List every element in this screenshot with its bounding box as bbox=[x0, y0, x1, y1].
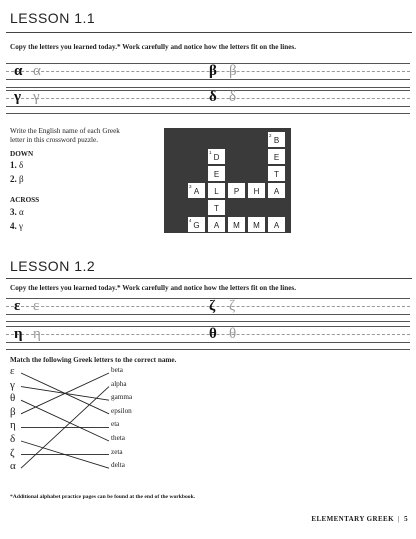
letter-model: β bbox=[209, 63, 217, 79]
cell-number: 4 bbox=[189, 218, 192, 223]
match-letter[interactable]: θ bbox=[10, 392, 16, 405]
cell-letter: A bbox=[273, 187, 280, 196]
letter-trace: ζ bbox=[229, 298, 236, 314]
match-letter[interactable]: ζ bbox=[10, 446, 15, 459]
book-title: ELEMENTARY GREEK bbox=[311, 515, 394, 523]
cell-letter: G bbox=[193, 221, 200, 230]
down-label: DOWN bbox=[10, 150, 34, 158]
crossword-cell[interactable] bbox=[187, 216, 206, 233]
crossword-cell[interactable] bbox=[227, 216, 246, 233]
cell-letter: H bbox=[253, 187, 260, 196]
crossword-cell[interactable] bbox=[207, 148, 226, 165]
match-name[interactable]: theta bbox=[111, 434, 125, 442]
cell-letter: E bbox=[213, 170, 220, 179]
footer-note: *Additional alphabet practice pages can be found at the end of the workbook. bbox=[10, 494, 196, 500]
match-name[interactable]: alpha bbox=[111, 379, 127, 388]
clue-across-4: 4. γ bbox=[10, 221, 23, 231]
cell-letter: M bbox=[253, 221, 260, 230]
cell-number: 3 bbox=[189, 184, 192, 189]
match-letter[interactable]: δ bbox=[10, 433, 16, 445]
crossword-cell[interactable] bbox=[207, 199, 226, 216]
cell-letter: P bbox=[233, 187, 240, 196]
crossword-cell[interactable] bbox=[207, 216, 226, 233]
cell-letter: D bbox=[213, 153, 220, 162]
letter-model: γ bbox=[14, 89, 22, 105]
match-line bbox=[21, 441, 109, 468]
match-line bbox=[21, 400, 109, 441]
match-line bbox=[21, 387, 109, 401]
cell-letter: A bbox=[273, 221, 280, 230]
match-line bbox=[21, 387, 109, 469]
cell-letter: T bbox=[274, 170, 279, 179]
letter-trace: θ bbox=[229, 326, 237, 342]
letter-model: η bbox=[14, 326, 23, 342]
match-name[interactable]: zeta bbox=[111, 447, 123, 456]
letter-trace: α bbox=[33, 63, 41, 79]
match-name[interactable]: eta bbox=[111, 420, 120, 429]
crossword-cell[interactable] bbox=[247, 216, 266, 233]
match-letter[interactable]: η bbox=[10, 419, 16, 432]
clue-across-3: 3. α bbox=[10, 207, 24, 217]
cell-number: 2 bbox=[269, 133, 272, 138]
lesson-1-1-title: LESSON 1.1 bbox=[10, 10, 96, 26]
letter-trace: δ bbox=[229, 89, 237, 105]
clue-down-2: 2. β bbox=[10, 174, 24, 184]
cell-letter: E bbox=[273, 153, 280, 162]
crossword-cell[interactable] bbox=[267, 216, 286, 233]
crossword-cell[interactable] bbox=[187, 182, 206, 199]
match-name[interactable]: delta bbox=[111, 461, 125, 470]
cell-letter: M bbox=[233, 221, 240, 230]
crossword-cell[interactable] bbox=[267, 182, 286, 199]
lesson-1-1-instruction: Copy the letters you learned today.* Work carefully and notice how the letters fit on the lines. bbox=[10, 43, 297, 51]
match-letter[interactable]: β bbox=[10, 405, 16, 418]
match-letter[interactable]: ε bbox=[10, 365, 15, 377]
match-line bbox=[21, 373, 109, 414]
cell-letter: T bbox=[214, 204, 219, 213]
letter-model: ζ bbox=[209, 298, 216, 314]
crossword-cell[interactable] bbox=[207, 182, 226, 199]
letter-trace: η bbox=[33, 326, 41, 342]
crossword-cell[interactable] bbox=[267, 131, 286, 148]
cell-letter: B bbox=[273, 136, 280, 145]
letter-trace: γ bbox=[33, 89, 40, 105]
letter-model: δ bbox=[209, 89, 217, 105]
match-name[interactable]: beta bbox=[111, 366, 123, 374]
crossword-cell[interactable] bbox=[267, 148, 286, 165]
cell-letter: A bbox=[193, 187, 200, 196]
letter-model: θ bbox=[209, 326, 217, 342]
letter-model: α bbox=[14, 63, 23, 79]
puzzle-instruction: Write the English name of each Greek letter in this crossword puzzle. bbox=[10, 127, 120, 144]
match-letter[interactable]: α bbox=[10, 460, 16, 473]
lesson-1-2-instruction: Copy the letters you learned today.* Work carefully and notice how the letters fit on the lines. bbox=[10, 284, 297, 292]
page-footer: ELEMENTARY GREEK | 5 bbox=[311, 515, 408, 523]
crossword-cell[interactable] bbox=[247, 182, 266, 199]
section-rule bbox=[6, 32, 412, 33]
match-letter[interactable]: γ bbox=[10, 378, 15, 391]
crossword-cell[interactable] bbox=[267, 165, 286, 182]
section-rule bbox=[6, 278, 412, 279]
crossword-cell[interactable] bbox=[207, 165, 226, 182]
match-instruction: Match the following Greek letters to the correct name. bbox=[10, 356, 177, 364]
lesson-1-2-title: LESSON 1.2 bbox=[10, 258, 96, 274]
crossword-cell[interactable] bbox=[227, 182, 246, 199]
match-line bbox=[21, 373, 109, 414]
cell-letter: A bbox=[213, 221, 220, 230]
letter-trace: β bbox=[229, 63, 237, 79]
crossword-puzzle bbox=[164, 128, 291, 233]
page-number: 5 bbox=[404, 515, 408, 523]
letter-model: ε bbox=[14, 298, 21, 314]
cell-number: 1 bbox=[209, 150, 212, 155]
clue-down-1: 1. δ bbox=[10, 160, 24, 170]
match-name[interactable]: gamma bbox=[111, 393, 133, 402]
match-name[interactable]: epsilon bbox=[111, 406, 132, 415]
cell-letter: L bbox=[214, 187, 219, 196]
letter-trace: ε bbox=[33, 298, 40, 314]
across-label: ACROSS bbox=[10, 196, 40, 204]
